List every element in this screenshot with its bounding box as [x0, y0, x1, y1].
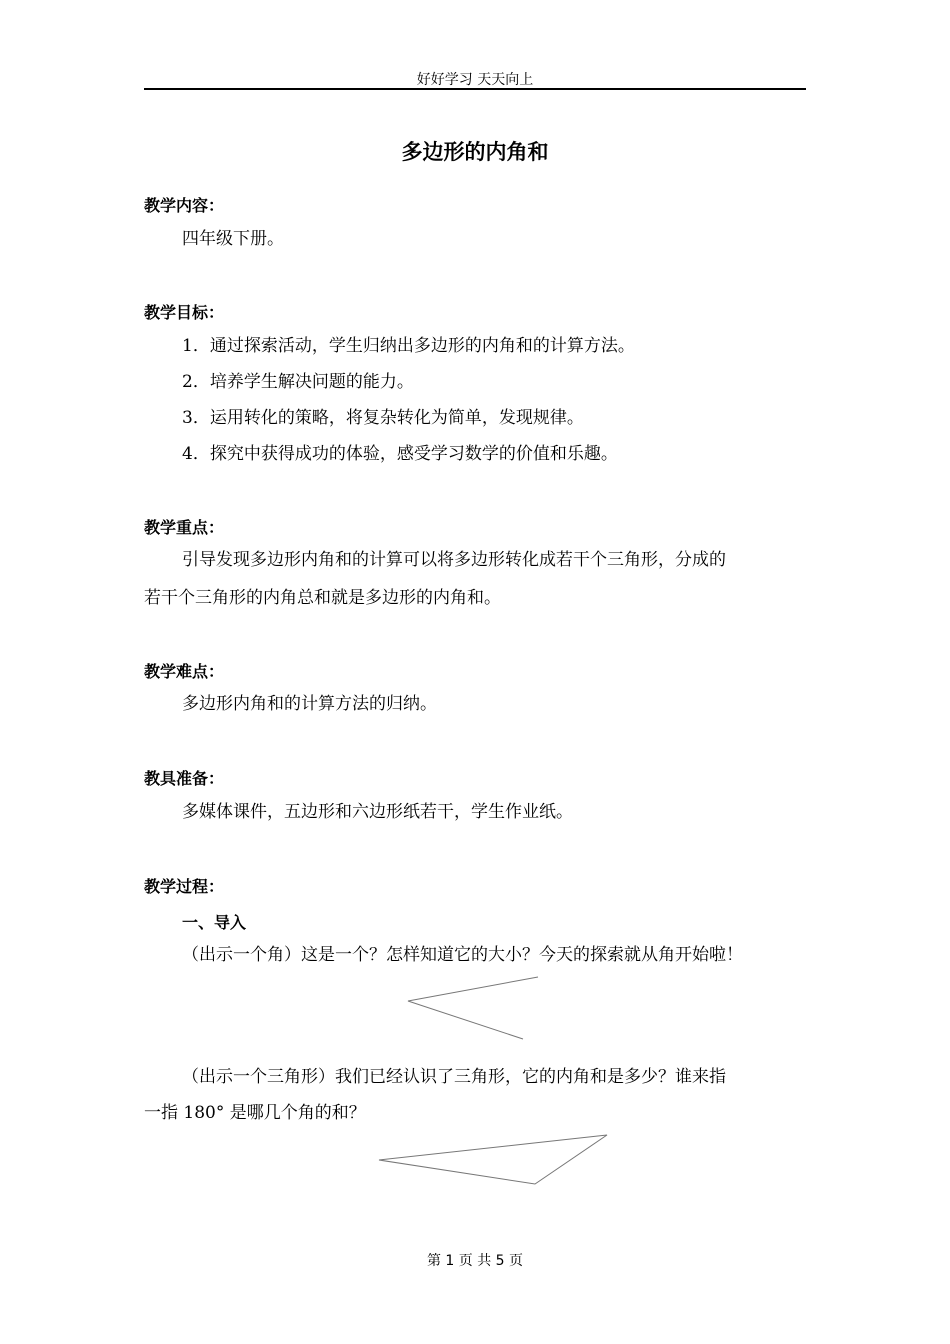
goal-item-4: 4．探究中获得成功的体验，感受学习数学的价值和乐趣。	[182, 444, 618, 464]
page-header: 好好学习 天天向上	[416, 72, 534, 88]
page-footer: 第 1 页 共 5 页	[426, 1253, 524, 1269]
triangle-figure	[379, 1135, 607, 1184]
goal-item-3: 3．运用转化的策略，将复杂转化为简单，发现规律。	[182, 408, 584, 428]
keypoint-heading: 教学重点：	[144, 518, 225, 537]
materials-heading: 教具准备：	[144, 769, 225, 788]
difficulty-text: 多边形内角和的计算方法的归纳。	[182, 694, 437, 714]
document-title: 多边形的内角和	[401, 140, 549, 164]
goal-item-2: 2．培养学生解决问题的能力。	[182, 372, 414, 392]
intro-paragraph-2-line-2: 一指 180° 是哪几个角的和？	[144, 1103, 366, 1123]
process-heading: 教学过程：	[144, 877, 225, 896]
content-text: 四年级下册。	[182, 229, 284, 249]
content-heading: 教学内容：	[144, 196, 225, 215]
goals-heading: 教学目标：	[144, 303, 225, 322]
goal-item-1: 1．通过探索活动，学生归纳出多边形的内角和的计算方法。	[182, 336, 635, 356]
keypoint-line-2: 若干个三角形的内角总和就是多边形的内角和。	[144, 588, 501, 608]
section-1-heading: 一、导入	[182, 913, 247, 932]
difficulty-heading: 教学难点：	[144, 662, 225, 681]
materials-text: 多媒体课件，五边形和六边形纸若干，学生作业纸。	[182, 802, 573, 822]
keypoint-line-1: 引导发现多边形内角和的计算可以将多边形转化成若干个三角形，分成的	[182, 550, 726, 570]
intro-paragraph-1: （出示一个角）这是一个？怎样知道它的大小？今天的探索就从角开始啦！	[182, 945, 743, 965]
intro-paragraph-2-line-1: （出示一个三角形）我们已经认识了三角形，它的内角和是多少？谁来指	[182, 1067, 726, 1087]
angle-figure	[408, 977, 538, 1039]
